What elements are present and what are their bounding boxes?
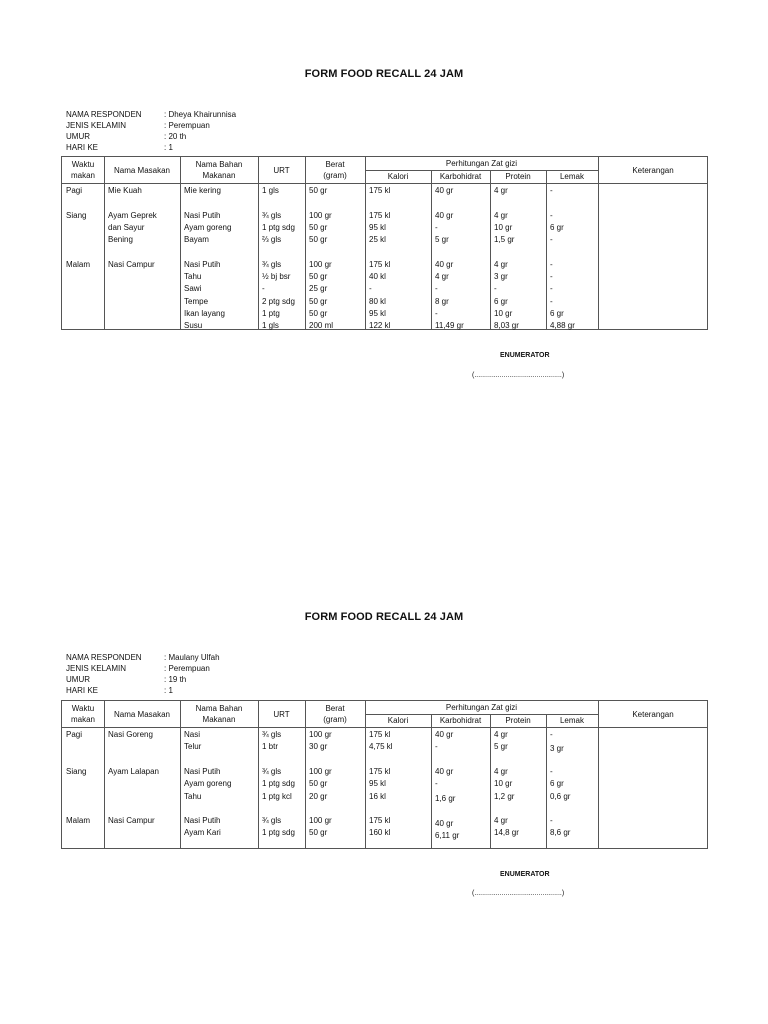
table-cell-kalori: 80 kl [369, 296, 386, 306]
table-cell-kalori: 4,75 kl [369, 742, 393, 752]
table-cell-kalori: 175 kl [369, 186, 391, 195]
table-cell-berat: 20 gr [309, 791, 328, 801]
header-bottom-line [62, 727, 707, 728]
table-cell-lemak: - [550, 272, 553, 282]
table-cell-protein: 6 gr [494, 296, 508, 306]
table-cell-waktu: Malam [66, 816, 91, 826]
table-cell-berat: 50 gr [309, 309, 328, 318]
table-cell-protein: 1,5 gr [494, 235, 515, 245]
table-cell-masakan: Nasi Campur [108, 816, 155, 826]
info-row-name: NAMA RESPONDEN : Maulany Ulfah [66, 653, 220, 662]
table-cell-berat: 200 ml [309, 321, 334, 331]
table-cell-protein: 10 gr [494, 222, 513, 232]
table-cell-lemak: - [550, 296, 553, 306]
table-cell-masakan: Bening [108, 235, 133, 245]
header-urt: URT [273, 709, 290, 719]
table-cell-lemak: 8,6 gr [550, 828, 571, 838]
table-cell-urt: ⅔ gls [262, 235, 282, 245]
header-keterangan: Keterangan [632, 709, 674, 719]
form-title: FORM FOOD RECALL 24 JAM [304, 611, 464, 623]
table-cell-kalori: 95 kl [369, 309, 386, 318]
table-cell-protein: 8,03 gr [494, 321, 519, 331]
table-cell-urt: ¾ gls [262, 259, 282, 269]
table-cell-kalori: 95 kl [369, 222, 386, 232]
table-cell-urt: 1 btr [262, 742, 279, 752]
table-cell-bahan: Tempe [184, 296, 209, 306]
column-divider [546, 714, 547, 848]
table-cell-berat: 50 gr [309, 272, 328, 282]
table-cell-berat: 50 gr [309, 828, 328, 838]
table-cell-berat: 50 gr [309, 779, 328, 789]
column-divider [490, 714, 491, 848]
header-berat: Berat (gram) [323, 160, 347, 180]
header-lemak: Lemak [559, 716, 584, 725]
table-cell-protein: 4 gr [494, 186, 508, 195]
enumerator-label: ENUMERATOR [500, 352, 550, 359]
table-cell-urt: 1 ptg sdg [262, 222, 295, 232]
table-cell-lemak: - [550, 186, 553, 195]
table-cell-lemak: 0,6 gr [550, 791, 571, 801]
header-bottom-line [62, 183, 707, 184]
table-cell-kalori: 175 kl [369, 259, 391, 269]
header-keterangan: Keterangan [632, 165, 674, 175]
table-cell-protein: 1,2 gr [494, 791, 515, 801]
table-cell-urt: ¾ gls [262, 730, 282, 739]
table-cell-lemak: 4,88 gr [550, 321, 575, 331]
table-cell-bahan: Ayam goreng [184, 779, 232, 789]
table-cell-berat: 100 gr [309, 259, 332, 269]
table-cell-urt: 1 gls [262, 321, 279, 331]
table-cell-kalori: 122 kl [369, 321, 391, 331]
table-cell-berat: 100 gr [309, 816, 332, 826]
header-kalori: Kalori [387, 716, 409, 725]
table-cell-masakan: Ayam Geprek [108, 210, 157, 220]
table-cell-berat: 50 gr [309, 296, 328, 306]
table-cell-karbo: 40 gr [435, 210, 454, 220]
signature-line: (.............................................) [472, 372, 565, 379]
table-cell-berat: 100 gr [309, 730, 332, 739]
table-cell-bahan: Nasi Putih [184, 259, 221, 269]
table-cell-protein: 4 gr [494, 816, 508, 826]
table-cell-karbo: - [435, 222, 438, 232]
table-cell-lemak: - [550, 235, 553, 245]
column-divider [546, 170, 547, 329]
table-cell-lemak: 6 gr [550, 222, 564, 232]
table-cell-karbo: 1,6 gr [435, 793, 456, 803]
table-cell-bahan: Susu [184, 321, 203, 331]
table-cell-karbo: 40 gr [435, 259, 454, 269]
table-cell-urt: 1 ptg sdg [262, 779, 295, 789]
table-cell-karbo: 11,49 gr [435, 321, 464, 331]
table-cell-waktu: Pagi [66, 730, 83, 739]
table-cell-protein: 4 gr [494, 730, 508, 739]
header-lemak: Lemak [559, 172, 584, 181]
table-cell-protein: 14,8 gr [494, 828, 519, 838]
table-cell-protein: 5 gr [494, 742, 508, 752]
signature-line: (.............................................) [472, 890, 565, 897]
table-cell-lemak: - [550, 816, 553, 826]
enumerator-label: ENUMERATOR [500, 871, 550, 878]
table-cell-karbo: 40 gr [435, 818, 454, 828]
table-cell-lemak: - [550, 766, 553, 776]
header-nama-bahan: Nama Bahan Makanan [195, 704, 243, 724]
table-cell-kalori: - [369, 284, 372, 294]
table-cell-bahan: Nasi Putih [184, 766, 221, 776]
table-cell-urt: 2 ptg sdg [262, 296, 295, 306]
header-karbohidrat: Karbohidrat [439, 716, 482, 725]
table-cell-bahan: Bayam [184, 235, 209, 245]
table-cell-waktu: Pagi [66, 186, 83, 195]
table-cell-bahan: Tahu [184, 272, 202, 282]
header-nama-masakan: Nama Masakan [113, 165, 171, 175]
table-cell-urt: ¾ gls [262, 766, 282, 776]
table-cell-bahan: Ikan layang [184, 309, 225, 318]
header-nama-bahan: Nama Bahan Makanan [195, 160, 243, 180]
table-cell-protein: - [494, 284, 497, 294]
table-cell-kalori: 25 kl [369, 235, 386, 245]
table-cell-bahan: Mie kering [184, 186, 221, 195]
table-cell-kalori: 175 kl [369, 816, 391, 826]
info-row-gender: JENIS KELAMIN : Perempuan [66, 121, 210, 130]
respondent-info [66, 109, 236, 153]
table-cell-masakan: Ayam Lalapan [108, 766, 159, 776]
table-cell-karbo: 4 gr [435, 272, 449, 282]
table-cell-protein: 4 gr [494, 766, 508, 776]
respondent-info [66, 652, 220, 696]
table-cell-masakan: Nasi Goreng [108, 730, 153, 739]
table-cell-protein: 10 gr [494, 779, 513, 789]
column-divider [490, 170, 491, 329]
header-protein: Protein [505, 172, 531, 181]
table-cell-karbo: 40 gr [435, 186, 454, 195]
table-cell-karbo: - [435, 779, 438, 789]
header-waktu-makan: Waktu makan [70, 704, 95, 724]
table-cell-karbo: 5 gr [435, 235, 449, 245]
table-cell-urt: ¾ gls [262, 210, 282, 220]
info-row-gender: JENIS KELAMIN : Perempuan [66, 664, 210, 673]
table-cell-berat: 30 gr [309, 742, 328, 752]
table-cell-urt: - [262, 284, 265, 294]
table-cell-karbo: 40 gr [435, 766, 454, 776]
table-cell-bahan: Sawi [184, 284, 202, 294]
table-cell-karbo: - [435, 284, 438, 294]
info-row-age: UMUR : 20 th [66, 132, 187, 141]
table-cell-urt: ½ bj bsr [262, 272, 291, 282]
header-kalori: Kalori [387, 172, 409, 181]
table-cell-karbo: - [435, 309, 438, 318]
table-cell-lemak: - [550, 730, 553, 739]
header-waktu-makan: Waktu makan [70, 160, 95, 180]
table-cell-bahan: Telur [184, 742, 202, 752]
table-cell-kalori: 175 kl [369, 730, 391, 739]
info-row-age: UMUR : 19 th [66, 675, 187, 684]
header-karbohidrat: Karbohidrat [439, 172, 482, 181]
header-perhitungan: Perhitungan Zat gizi [445, 159, 518, 168]
table-cell-bahan: Ayam goreng [184, 222, 232, 232]
table-cell-urt: 1 ptg sdg [262, 828, 295, 838]
table-cell-berat: 100 gr [309, 210, 332, 220]
table-cell-bahan: Ayam Kari [184, 828, 221, 838]
form-title: FORM FOOD RECALL 24 JAM [304, 68, 464, 80]
table-cell-kalori: 175 kl [369, 210, 391, 220]
table-cell-karbo: - [435, 742, 438, 752]
table-cell-kalori: 16 kl [369, 791, 386, 801]
table-cell-masakan: dan Sayur [108, 222, 145, 232]
column-divider [431, 714, 432, 848]
column-divider [431, 170, 432, 329]
table-cell-kalori: 40 kl [369, 272, 386, 282]
table-cell-berat: 50 gr [309, 186, 328, 195]
table-cell-urt: ¾ gls [262, 816, 282, 826]
table-cell-lemak: 6 gr [550, 309, 564, 318]
table-cell-lemak: - [550, 210, 553, 220]
table-cell-berat: 100 gr [309, 766, 332, 776]
table-cell-protein: 10 gr [494, 309, 513, 318]
table-cell-masakan: Mie Kuah [108, 186, 142, 195]
table-cell-bahan: Nasi Putih [184, 210, 221, 220]
table-cell-berat: 25 gr [309, 284, 328, 294]
header-berat: Berat (gram) [323, 704, 347, 724]
table-cell-urt: 1 ptg kcl [262, 791, 292, 801]
table-cell-bahan: Tahu [184, 791, 202, 801]
table-cell-waktu: Siang [66, 766, 87, 776]
table-cell-waktu: Siang [66, 210, 87, 220]
table-cell-karbo: 40 gr [435, 730, 454, 739]
table-cell-masakan: Nasi Campur [108, 259, 155, 269]
table-cell-lemak: - [550, 284, 553, 294]
header-perhitungan: Perhitungan Zat gizi [445, 703, 518, 712]
table-cell-protein: 4 gr [494, 259, 508, 269]
table-cell-berat: 50 gr [309, 222, 328, 232]
header-nama-masakan: Nama Masakan [113, 709, 171, 719]
info-row-day: HARI KE : 1 [66, 686, 173, 695]
info-row-day: HARI KE : 1 [66, 143, 173, 152]
table-cell-bahan: Nasi Putih [184, 816, 221, 826]
table-cell-kalori: 95 kl [369, 779, 386, 789]
header-urt: URT [273, 165, 290, 175]
info-row-name: NAMA RESPONDEN : Dheya Khairunnisa [66, 110, 237, 119]
table-cell-waktu: Malam [66, 259, 91, 269]
table-cell-karbo: 6,11 gr [435, 830, 460, 840]
header-protein: Protein [505, 716, 531, 725]
table-cell-urt: 1 gls [262, 186, 279, 195]
recall-table [61, 156, 708, 330]
recall-table [61, 700, 708, 849]
table-cell-kalori: 175 kl [369, 766, 391, 776]
table-cell-urt: 1 ptg [262, 309, 280, 318]
table-cell-protein: 3 gr [494, 272, 508, 282]
table-cell-kalori: 160 kl [369, 828, 391, 838]
table-cell-lemak: - [550, 259, 553, 269]
table-cell-berat: 50 gr [309, 235, 328, 245]
table-cell-bahan: Nasi [184, 730, 201, 739]
table-cell-lemak: 3 gr [550, 743, 564, 753]
table-cell-karbo: 8 gr [435, 296, 449, 306]
table-cell-protein: 4 gr [494, 210, 508, 220]
table-cell-lemak: 6 gr [550, 779, 564, 789]
